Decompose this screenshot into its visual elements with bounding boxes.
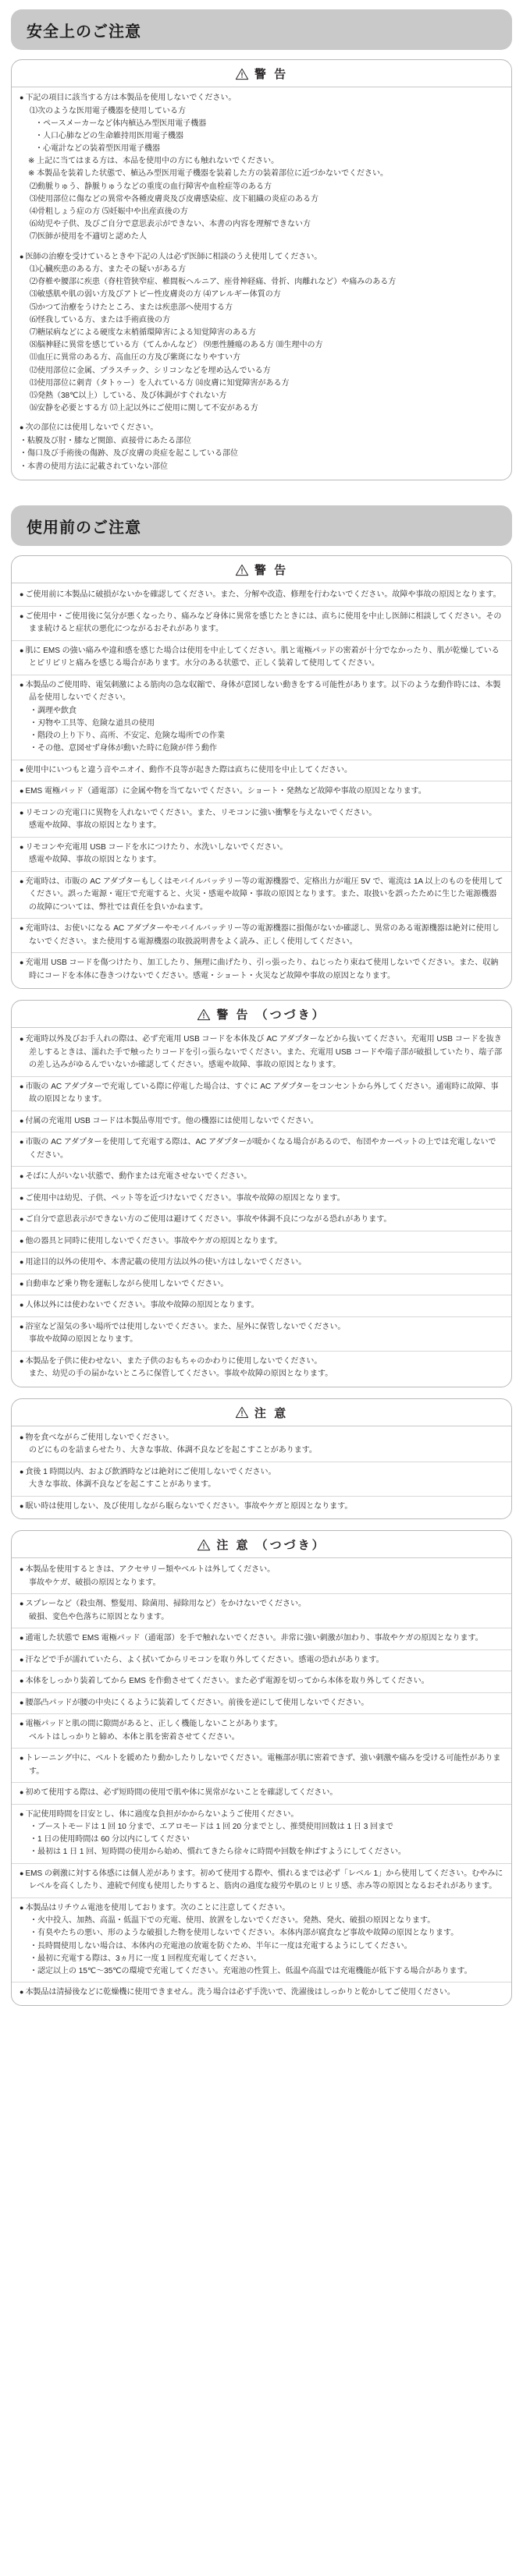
bullet-item: ● 下記使用時間を目安とし、体に過度な負担がかからないようご使用ください。 bbox=[20, 1809, 503, 1822]
warning-row bbox=[12, 1029, 511, 1077]
warning-row bbox=[12, 1650, 511, 1672]
warning-row bbox=[12, 1749, 511, 1783]
bullet-item: ● 本体をしっかり装着してから EMS を作動させてください。また必ず電源を切ってから本体を取り外してください。 bbox=[20, 1675, 503, 1688]
warning-row bbox=[12, 1864, 511, 1898]
bullet-item: ● ご使用中は幼児、子供、ペット等を近づけないでください。事故や故障の原因となります。 bbox=[20, 1192, 503, 1206]
bullet-item: ● 医師の治療を受けているときや下記の人は必ず医師に相談のうえ使用してください。 bbox=[20, 251, 503, 264]
warning-box-caution bbox=[11, 1398, 512, 1520]
bullet-item: ● 用途目的以外の使用や、本書記載の使用方法以外の使い方はしないでください。 bbox=[20, 1256, 503, 1270]
bullet-item: ● 自動車など乗り物を運転しながら使用しないでください。 bbox=[20, 1278, 503, 1292]
warning-row bbox=[12, 1231, 511, 1253]
warning-row bbox=[12, 1805, 511, 1864]
dot-item: ・刃物や工具等、危険な道具の使用 bbox=[30, 719, 155, 728]
warning-row bbox=[12, 1317, 511, 1352]
warning-row bbox=[12, 585, 511, 607]
continuation-line: のどにものを詰まらせたり、大きな事故、体調不良などを起こすことがあります。 bbox=[29, 1446, 317, 1455]
dot-item: ・1 日の使用時間は 60 分以内にしてください bbox=[30, 1835, 190, 1844]
warning-box-header bbox=[12, 60, 511, 87]
warning-row bbox=[12, 1210, 511, 1231]
warning-row bbox=[12, 1497, 511, 1518]
bullet-item: ● 使用中にいつもと違う音やニオイ、動作不良等が起きた際は直ちに使用を中止してください。 bbox=[20, 764, 503, 778]
bullet-item: ● ご使用中・ご使用後に気分が悪くなったり、痛みなど身体に異常を感じたときには、直ちに使用を中止し医師に相談してください。そのまま続けると症状の悪化につながるおそれがあります。 bbox=[20, 611, 503, 636]
bullet-item: ● 充電時以外及びお手入れの際は、必ず充電用 USB コードを本体及び AC アダプターなどから抜いてください。充電用 USB コードを抜き差しするときは、濡れた手で触ったりコードを引っ張らないでください。また、充電用 USB コードや端子部が破損していたり、端子部の差し込みがゆるんでいないか確認してください。感電や故障、事故の原因となります。 bbox=[20, 1033, 503, 1072]
dot-item: ・人口心肺などの生命維持用医用電子機器 bbox=[35, 131, 183, 140]
warning-box-before-use-warning-cont bbox=[11, 1000, 512, 1387]
warning-row bbox=[12, 1274, 511, 1296]
dot-item: ・火中投入、加熱、高温・低温下での充電、使用、放置をしないでください。発熱、発火、破損の原因となります。 bbox=[30, 1916, 436, 1926]
bullet-item: ● 充電時は、お使いになる AC アダプターやモバイルバッテリー等の電源機器に損傷がないか確認し、異常のある電源機器は絶対に使用しないでください。また使用する電源機器の取扱説明書をよく読み、正しく使用してください。 bbox=[20, 923, 503, 948]
bullet-item: ● 市販の AC アダプターを使用して充電する際は、AC アダプターが暖かくなる場合があるので、布団やカーペットの上では充電しないでください。 bbox=[20, 1136, 503, 1162]
warning-row bbox=[12, 1253, 511, 1274]
warning-row bbox=[12, 838, 511, 872]
warning-row bbox=[12, 760, 511, 782]
numbered-item: ⑾血圧に異常のある方、高血圧の方及び紫斑になりやすい方 bbox=[30, 353, 240, 363]
section-gap bbox=[11, 2017, 512, 2028]
warning-box-header bbox=[12, 1001, 511, 1028]
bullet-item: ● 電極パッドと肌の間に隙間があると、正しく機能しないことがあります。 bbox=[20, 1718, 503, 1731]
numbered-item: ⑶使用部位に傷などの異常や各種皮膚炎及び皮膚感染症、皮下組織の炎症のある方 bbox=[30, 194, 318, 204]
warning-box-title: 警 告 （つづき） bbox=[216, 1008, 326, 1022]
bullet-item: ● EMS 電極パッド（通電部）に金属や物を当てないでください。ショート・発熱など故障や事故の原因となります。 bbox=[20, 785, 503, 799]
warning-row bbox=[12, 1560, 511, 1594]
continuation-line: 事故や故障の原因となります。 bbox=[29, 1335, 138, 1345]
continuation-line: 感電や故障、事故の原因となります。 bbox=[29, 821, 162, 831]
dot-item: ・ペースメーカーなど体内植込み型医用電子機器 bbox=[35, 119, 207, 128]
bullet-item: ● ご自分で意思表示ができない方のご使用は避けてください。事故や体調不良につながる恐れがあります。 bbox=[20, 1214, 503, 1227]
warning-row bbox=[12, 1982, 511, 2004]
continuation-line: 感電や故障、事故の原因となります。 bbox=[29, 856, 162, 865]
bullet-item: ● 充電用 USB コードを傷つけたり、加工したり、無理に曲げたり、引っ張ったり、ねじったり束ねて使用しないでください。また、収納時にコードを本体に巻きつけないでください。感電・ショート・火災など故障や事故の原因となります。 bbox=[20, 957, 503, 983]
warning-box-header bbox=[12, 556, 511, 583]
warning-box-header bbox=[12, 1399, 511, 1426]
dot-item: ・最初は 1 日 1 回、短時間の使用から始め、慣れてきたら徐々に時間や回数を伸ばすようにしてください。 bbox=[30, 1848, 406, 1857]
warning-row bbox=[12, 1189, 511, 1210]
numbered-item: ⑹怪我している方、または手術直後の方 bbox=[30, 315, 170, 324]
warning-row bbox=[12, 1132, 511, 1167]
warning-row bbox=[12, 1594, 511, 1628]
warning-box-title: 注 意 bbox=[254, 1406, 289, 1420]
warning-row bbox=[12, 1671, 511, 1693]
bullet-item: ● 腰部凸パッドが腰の中央にくるように装着してください。前後を逆にして使用しないでください。 bbox=[20, 1697, 503, 1710]
bullet-item: ● ご使用前に本製品に破損がないかを確認してください。また、分解や改造、修理を行わないでください。故障や事故の原因となります。 bbox=[20, 589, 503, 602]
bullet-item: ● 眠い時は使用しない、及び使用しながら眠らないでください。事故やケガと原因となります。 bbox=[20, 1501, 503, 1514]
warning-row bbox=[12, 607, 511, 641]
numbered-item: ⒃安静を必要とする方 ⒄上記以外にご使用に関して不安がある方 bbox=[30, 404, 258, 413]
warning-row bbox=[12, 1693, 511, 1715]
continuation-line: また、幼児の手の届かないところに保管してください。事故や故障の原因となります。 bbox=[29, 1369, 333, 1379]
bullet-item: ● 汗などで手が濡れていたら、よく拭いてからリモコンを取り外してください。感電の恐れがあります。 bbox=[20, 1654, 503, 1667]
warning-triangle-icon bbox=[197, 1008, 211, 1021]
warning-row bbox=[12, 1295, 511, 1317]
numbered-item: ⒂発熱（38℃以上）している、及び体調がすぐれない方 bbox=[30, 391, 227, 400]
warning-row bbox=[12, 953, 511, 987]
section-header-safety bbox=[11, 9, 512, 50]
warning-box-body bbox=[12, 87, 511, 480]
continuation-line: 事故やケガ、破損の原因となります。 bbox=[29, 1578, 161, 1587]
warning-row bbox=[12, 803, 511, 838]
note-item: ※ 本製品を装着した状態で、植込み型医用電子機器を装着した方の装着部位に近づかないでください。 bbox=[28, 169, 388, 179]
numbered-item: ⑺糖尿病などによる硬度な末梢循環障害による知覚障害のある方 bbox=[30, 328, 256, 337]
warning-box-before-use-warning bbox=[11, 555, 512, 989]
dot-item: ・有臭やたちの悪い、形のような破損した物を使用しないでください。本体内部が腐食など事故や故障の原因となります。 bbox=[30, 1929, 459, 1938]
text-line: ・傷口及び手術後の傷跡、及び皮膚の炎症を起こしている部位 bbox=[20, 449, 238, 459]
dot-item: ・心電計などの装着型医用電子機器 bbox=[35, 144, 160, 154]
bullet-item: ● 本製品のご使用時、電気刺激による筋肉の急な収縮で、身体が意図しない動きをする可能性があります。以下のような動作時には、本製品を使用しないでください。 bbox=[20, 679, 503, 705]
numbered-item: ⑴心臓疾患のある方、またその疑いがある方 bbox=[30, 265, 186, 275]
numbered-item: ⒀使用部位に刺青（タトゥー）を入れている方 ⒁皮膚に知覚障害がある方 bbox=[30, 378, 290, 388]
numbered-item: ⑹幼児や子供、及びご自分で意思表示ができない、本書の内容を理解できない方 bbox=[30, 220, 311, 229]
spacer bbox=[20, 244, 503, 251]
bullet-item: ● 浴室など湿気の多い場所では使用しないでください。また、屋外に保管しないでください。 bbox=[20, 1321, 503, 1334]
warning-row bbox=[12, 1462, 511, 1497]
bullet-item: ● リモコンの充電口に異物を入れないでください。また、リモコンに強い衝撃を与えないでください。 bbox=[20, 807, 503, 820]
warning-box-body bbox=[12, 1558, 511, 2005]
section-title: 使用前のご注意 bbox=[27, 519, 141, 537]
numbered-item: ⑴次のような医用電子機器を使用している方 bbox=[30, 106, 186, 115]
dot-item: ・ブーストモードは 1 回 10 分まで、エアロモードは 1 回 20 分までとし、推奨使用回数は 1 日 3 回まで bbox=[30, 1823, 394, 1832]
warning-box-title: 注 意 （つづき） bbox=[216, 1539, 326, 1553]
bullet-item: ● リモコンや充電用 USB コードを水につけたり、水洗いしないでください。 bbox=[20, 842, 503, 855]
warning-box-body bbox=[12, 1028, 511, 1387]
dot-item: ・長時間使用しない場合は、本体内の充電池の放電を防ぐため、半年に一度は充電するようにしてください。 bbox=[30, 1941, 412, 1951]
bullet-item: ● 下記の項目に該当する方は本製品を使用しないでください。 bbox=[20, 92, 503, 105]
warning-row bbox=[12, 641, 511, 675]
warning-triangle-icon bbox=[197, 1539, 211, 1551]
text-line: ・本書の使用方法に記載されていない部位 bbox=[20, 462, 168, 471]
warning-triangle-icon bbox=[235, 564, 249, 576]
bullet-item: ● 通電した状態で EMS 電極パッド（通電部）を手で触れないでください。非常に強い刺激が加わり、事故やケガの原因となります。 bbox=[20, 1632, 503, 1646]
warning-box-header bbox=[12, 1531, 511, 1558]
bullet-item: ● 食後 1 時間以内、および飲酒時などは絶対にご使用しないでください。 bbox=[20, 1466, 503, 1479]
bullet-item: ● 人体以外には使わないでください。事故や故障の原因となります。 bbox=[20, 1299, 503, 1313]
warning-row bbox=[12, 1714, 511, 1749]
dot-item: ・認定以上の 15℃～35℃の環境で充電してください。充電池の性質上、低温や高温では充電機能が低下する場合があります。 bbox=[30, 1966, 472, 1975]
bullet-item: ● 本製品は清掃後などに乾燥機に使用できません。洗う場合は必ず手洗いで、洗濯後はしっかりと乾かしてご使用ください。 bbox=[20, 1986, 503, 2000]
dot-item: ・階段の上り下り、高所、不安定、危険な場所での作業 bbox=[30, 732, 225, 741]
numbered-item: ⑷骨粗しょう症の方 ⑸妊娠中や出産直後の方 bbox=[30, 207, 188, 216]
bullet-item: ● スプレーなど（殺虫剤、整髪用、除菌用、掃除用など）をかけないでください。 bbox=[20, 1598, 503, 1611]
continuation-line: ベルトはしっかりと締め、本体と肌を密着させてください。 bbox=[29, 1732, 240, 1742]
bullet-item: ● 物を食べながらご使用しないでください。 bbox=[20, 1432, 503, 1445]
bullet-item: ● 充電時は、市販の AC アダプターもしくはモバイルバッテリー等の電源機器で、定格出力が電圧 5V で、電流は 1A 以上のものを使用してください。誤った電源・電圧で充電すると、火災・感電や故障・事故の原因となります。また、取扱いを誤ったために生じた電源機器の故障については、弊社では責任を負いかねます。 bbox=[20, 876, 503, 915]
bullet-item: ● そばに人がいない状態で、動作または充電させないでください。 bbox=[20, 1171, 503, 1184]
numbered-item: ⑵動脈りゅう、静脈りゅうなどの重度の血行障害や血栓症等のある方 bbox=[30, 182, 272, 191]
numbered-item: ⑸かつて治療をうけたところ、または疾患部へ使用する方 bbox=[30, 303, 233, 312]
text-line: ・粘膜及び肘・膝など関節、直接骨にあたる部位 bbox=[20, 436, 191, 445]
bullet-item: ● EMS の刺激に対する体感には個人差があります。初めて使用する際や、慣れるまでは必ず「レベル 1」から使用してください。むやみにレベルを高くしたり、連続で何度も使用したりすると、筋肉の過度な疲労や肌のヒリヒリ感、赤み等の原因となるおそれがあります。 bbox=[20, 1868, 503, 1894]
warning-row bbox=[12, 1428, 511, 1462]
note-item: ※ 上記に当てはまる方は、本品を使用中の方にも触れないでください。 bbox=[28, 157, 279, 166]
warning-triangle-icon bbox=[235, 1406, 249, 1419]
warning-box-safety-warning bbox=[11, 59, 512, 480]
warning-row bbox=[12, 1111, 511, 1133]
warning-box-caution-cont bbox=[11, 1530, 512, 2006]
bullet-item: ● 肌に EMS の強い痛みや違和感を感じた場合は使用を中止してください。肌と電極パッドの密着が十分でなかったり、肌が乾燥しているとピリピリと痛みを感じる場合があります。水分のある状態で、正しく装着して使用してください。 bbox=[20, 645, 503, 671]
warning-row bbox=[12, 1352, 511, 1385]
numbered-item: ⑿使用部位に金属、プラスチック、シリコンなどを埋め込んでいる方 bbox=[30, 366, 271, 375]
warning-triangle-icon bbox=[235, 68, 249, 80]
bullet-item: ● 他の器具と同時に使用しないでください。事故やケガの原因となります。 bbox=[20, 1235, 503, 1249]
bullet-item: ● 本製品を子供に使わせない、また子供のおもちゃのかわりに使用しないでください。 bbox=[20, 1355, 503, 1369]
warning-row bbox=[12, 1077, 511, 1111]
warning-row bbox=[12, 781, 511, 803]
continuation-line: 破損、変色や色落ちに原因となります。 bbox=[29, 1612, 169, 1621]
bullet-item: ● トレーニング中に、ベルトを緩めたり動かしたりしないでください。電極部が肌に密着できず、強い刺激や痛みを受ける可能性があります。 bbox=[20, 1752, 503, 1778]
numbered-item: ⑻脳神経に異常を感じている方（てんかんなど） ⑼悪性腫瘍のある方 ⑽生理中の方 bbox=[30, 341, 323, 350]
warning-row bbox=[12, 675, 511, 760]
dot-item: ・調理や飲食 bbox=[30, 706, 76, 715]
continuation-line: 大きな事故、体調不良などを起こすことがあります。 bbox=[29, 1480, 216, 1490]
warning-row bbox=[12, 872, 511, 919]
warning-box-body bbox=[12, 583, 511, 988]
numbered-item: ⑶敏感肌や肌の弱い方及びアトピー性皮膚炎の方 ⑷アレルギー体質の方 bbox=[30, 290, 281, 299]
warning-row bbox=[12, 1167, 511, 1189]
warning-row bbox=[12, 1898, 511, 1982]
warning-box-body bbox=[12, 1426, 511, 1519]
warning-box-title: 警 告 bbox=[254, 68, 289, 81]
section-title: 安全上のご注意 bbox=[27, 23, 141, 41]
warning-row bbox=[12, 919, 511, 953]
numbered-item: ⑺医師が使用を不適切と認めた人 bbox=[30, 232, 147, 242]
section-gap bbox=[11, 491, 512, 502]
bullet-item: ● 付属の充電用 USB コードは本製品専用です。他の機器には使用しないでください。 bbox=[20, 1115, 503, 1129]
bullet-item: ● 本製品はリチウム電池を使用しております。次のことに注意してください。 bbox=[20, 1902, 503, 1915]
warning-box-title: 警 告 bbox=[254, 564, 289, 578]
dot-item: ・その他、意図せず身体が動いた時に危険が伴う動作 bbox=[30, 744, 217, 753]
bullet-item: ● 市販の AC アダプターで充電している際に停電した場合は、すぐに AC アダプターをコンセントから外してください。通電時に故障、事故の原因となります。 bbox=[20, 1081, 503, 1107]
spacer bbox=[20, 415, 503, 422]
dot-item: ・最初に充電する際は、3ヵ月に一度 1 回程度充電してください。 bbox=[30, 1954, 262, 1963]
bullet-item: ● 次の部位には使用しないでください。 bbox=[20, 422, 503, 435]
bullet-item: ● 初めて使用する際は、必ず短時間の使用で肌や体に異常がないことを確認してください。 bbox=[20, 1787, 503, 1800]
numbered-item: ⑵脊椎や腰部に疾患（脊柱管狭窄症、椎間板ヘルニア、座骨神経痛、骨折、肉離れなど）や痛みのある方 bbox=[30, 278, 397, 287]
section-header-before-use bbox=[11, 505, 512, 546]
warning-row bbox=[12, 1628, 511, 1650]
warning-row bbox=[12, 1783, 511, 1805]
bullet-item: ● 本製品を使用するときは、アクセサリー類やベルトは外してください。 bbox=[20, 1564, 503, 1577]
